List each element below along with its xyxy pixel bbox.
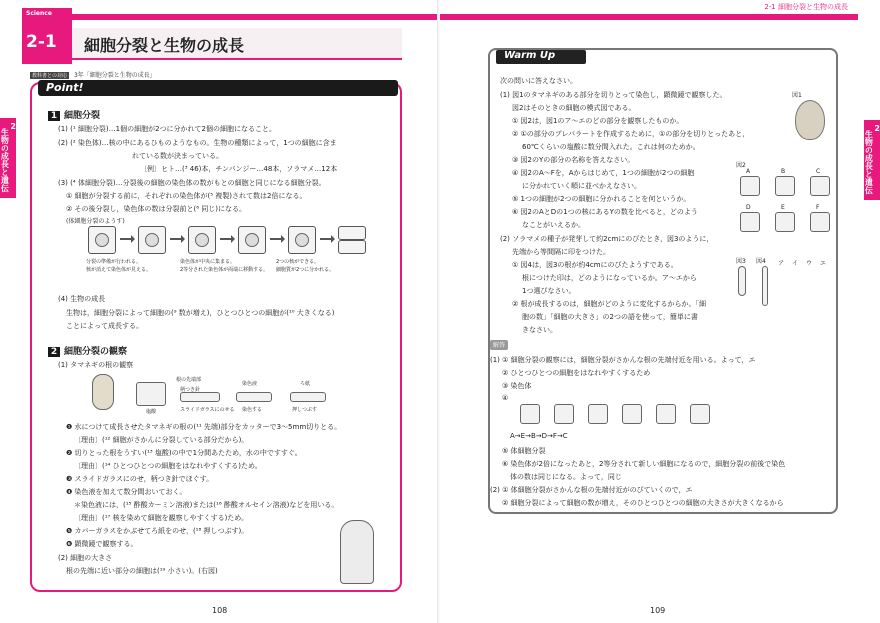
arrow — [120, 238, 132, 240]
science-label: Science — [26, 10, 52, 17]
cell-stage — [188, 226, 216, 254]
cell-letter: A — [746, 168, 751, 175]
figure-label: 図4 — [756, 258, 766, 265]
cell-b — [775, 176, 795, 196]
line: 体の数は同じになる。よって，同じ — [510, 473, 622, 481]
line: 根につけた印は，どのようになっているか。ア〜エから — [522, 274, 697, 282]
beaker-illustration — [136, 382, 166, 406]
cell-e — [775, 212, 795, 232]
right-page — [440, 0, 880, 623]
choice-label: イ — [792, 260, 799, 267]
side-tab-number: 2 — [10, 122, 16, 131]
press-illustration — [290, 392, 326, 402]
line: 60℃くらいの塩酸に数分間入れた。これは何のためか。 — [522, 143, 700, 151]
choice-label: ウ — [806, 260, 813, 267]
onion-illustration — [92, 374, 114, 410]
line: ❸ スライドガラスにのせ，柄つき針でほぐす。 — [66, 475, 214, 483]
line: 図2はそのときの細胞の模式図である。 — [512, 104, 636, 112]
line: (1) ① 細胞分裂の観察には，細胞分裂がさかんな根の先端付近を用いる。よって，エ — [490, 356, 756, 364]
cell-letter: D — [746, 204, 751, 211]
page-number: 109 — [650, 606, 666, 615]
figure-label: 柄つき針 — [180, 387, 201, 393]
cell-stage — [288, 226, 316, 254]
cell-stage — [138, 226, 166, 254]
line: ❷ 切りとった根をうすい(¹³ 塩酸)の中で1分間あたため，水の中ですすぐ。 — [66, 449, 302, 457]
stain-illustration — [236, 392, 272, 402]
line: ② ①の部分のプレパラートを作成するために，①の部分を切りとったあと， — [512, 130, 750, 138]
line: なことがいえるか。 — [522, 221, 585, 229]
side-tab-text: 生物の成長と遺伝 — [864, 130, 874, 194]
line: (2) 細胞の大きさ — [58, 554, 113, 562]
cell-letter: F — [816, 204, 820, 211]
line: 次の問いに答えなさい。 — [500, 77, 577, 85]
seq-cell — [588, 404, 608, 424]
line: きなさい。 — [522, 326, 557, 334]
chapter-box — [22, 8, 72, 64]
caption: 核が消えて染色体が見える。 — [86, 267, 152, 273]
section-2-number: 2 — [48, 347, 60, 357]
seq-cell — [520, 404, 540, 424]
onion-figure — [795, 100, 825, 140]
line: ことによって成長する。 — [66, 322, 143, 330]
line: ⑤ 1つの細胞が2つの細胞に分かれることを何というか。 — [512, 195, 691, 203]
section-2-title: 細胞分裂の観察 — [64, 347, 128, 357]
line: ❶ 水につけて成長させたタマネギの根の(¹¹ 先端)部分をカッターで3〜5mm切りとる。 — [66, 423, 342, 431]
section-2-heading — [48, 344, 127, 357]
seq-cell — [656, 404, 676, 424]
figure-label: ろ紙 — [300, 381, 311, 387]
line: (2) (² 染色体)…核の中にあるひものようなもの。生物の種類によって，1つの細胞に含ま — [58, 139, 337, 147]
header-bar — [440, 14, 858, 20]
arrow — [320, 238, 332, 240]
cell-stage — [338, 226, 366, 240]
line: ⑥ 図2のAとDの1つの核にあるYの数を比べると，どのよう — [512, 208, 698, 216]
line: ② その後分裂し，染色体の数は分裂前と(⁶ 同じ)になる。 — [66, 205, 246, 213]
figure-label: 押しつぶす — [292, 407, 318, 413]
chapter-number: 2-1 — [26, 32, 57, 52]
arrow — [270, 238, 282, 240]
line: ⑤ 体細胞分裂 — [502, 447, 546, 455]
side-tab-text: 生物の成長と遺伝 — [0, 128, 10, 192]
cell-f — [810, 212, 830, 232]
line: ① 細胞が分裂する前に，それぞれの染色体が(⁵ 複製)されて数は2倍になる。 — [66, 192, 307, 200]
line: ① 図4は，図3の根が約4cmにのびたようすである。 — [512, 261, 678, 269]
cell-stage — [238, 226, 266, 254]
line: ③ 図2のYの部分の名称を答えなさい。 — [512, 156, 635, 164]
line: 1つ選びなさい。 — [522, 287, 576, 295]
slide-illustration — [180, 392, 220, 402]
answer-tag: 解答 — [490, 340, 508, 350]
line: 先端から等間隔に印をつけた。 — [512, 248, 610, 256]
arrow — [220, 238, 232, 240]
figure-label: 図2 — [736, 162, 746, 169]
running-header: 2-1 細胞分裂と生物の成長 — [764, 3, 848, 11]
line: (1) タマネギの根の観察 — [58, 361, 134, 369]
ref-text: 3年「細胞分裂と生物の成長」 — [73, 72, 156, 79]
line: 〔理由〕(¹² 細胞がさかんに分裂している部分だから)。 — [74, 436, 249, 444]
cell-c — [810, 176, 830, 196]
seq-cell — [690, 404, 710, 424]
point-header — [38, 80, 398, 96]
figure-caption: (体細胞分裂のようす) — [66, 218, 125, 225]
cell-letter: B — [781, 168, 786, 175]
title-bar — [72, 28, 402, 60]
line: ❹ 染色液を加えて数分間おいておく。 — [66, 488, 187, 496]
line: ③ 染色体 — [502, 382, 532, 390]
line: ＊染色液には，(¹⁵ 酢酸カーミン溶液)または(¹⁶ 酢酸オルセイン溶液)などを用いる。 — [74, 501, 339, 509]
line: ② 根が成長するのは，細胞がどのように変化するからか。「細 — [512, 300, 706, 308]
side-tab — [864, 120, 880, 200]
line: 〔理由〕(¹⁷ 核を染めて細胞を観察しやすくする)ため。 — [74, 514, 249, 522]
line: (2) ソラマメの種子が発芽して約2cmにのびたとき，図3のように， — [500, 235, 714, 243]
line: ② ひとつひとつの細胞をはなれやすくするため — [502, 369, 651, 377]
line: A→E→B→D→F→C — [510, 432, 568, 440]
figure-label: 塩酸 — [146, 409, 157, 415]
section-1-title: 細胞分裂 — [64, 111, 101, 121]
caption: 2等分された染色体が両端に移動する。 — [180, 267, 269, 273]
cell-stage — [88, 226, 116, 254]
choice-label: ア — [778, 260, 785, 267]
figure-label: スライドガラスにのせる — [180, 407, 235, 413]
root-tip-figure — [340, 520, 374, 584]
cell-a — [740, 176, 760, 196]
line: (1) (¹ 細胞分裂)…1個の細胞が2つに分かれて2個の細胞になること。 — [58, 125, 276, 133]
line: 根の先端に近い部分の細胞は(¹⁹ 小さい)。(右図) — [66, 567, 218, 575]
line: ② 細胞分裂によって細胞の数が増え，そのひとつひとつの細胞の大きさが大きくなるから — [502, 499, 784, 507]
cell-stage — [338, 240, 366, 254]
figure-label: 染色液 — [242, 381, 258, 387]
arrow — [170, 238, 182, 240]
section-1-number: 1 — [48, 111, 60, 121]
point-label: Point! — [46, 81, 84, 94]
line: (3) (⁴ 体細胞分裂)…分裂後の細胞の染色体の数がもとの細胞と同じになる細胞分裂。 — [58, 179, 326, 187]
page-number: 108 — [212, 606, 228, 615]
figure-label: 根の先端部 — [176, 377, 202, 383]
line: れている数が決まっている。 — [132, 152, 223, 160]
root-figure-4 — [762, 266, 768, 306]
line: ⑥ 染色体が2倍になったあと，2等分されて新しい細胞になるので，細胞分裂の前後で染色 — [502, 460, 786, 468]
line: に分かれていく順に並べかえなさい。 — [522, 182, 641, 190]
line: ④ — [502, 394, 509, 402]
line: (1) 図1のタマネギのある部分を切りとって染色し，顕微鏡で観察した。 — [500, 91, 727, 99]
line: 〔理由〕(¹⁴ ひとつひとつの細胞をはなれやすくする)ため。 — [74, 462, 262, 470]
line: 〔例〕ヒト…(³ 46)本，チンパンジー…48本，ソラマメ…12本 — [140, 165, 338, 173]
cell-d — [740, 212, 760, 232]
line: 生物は，細胞分裂によって細胞の(⁹ 数が増え)，ひとつひとつの細胞が(¹⁰ 大きくなる) — [66, 309, 335, 317]
header-bar — [22, 14, 440, 20]
caption: 分裂の準備が行われる。 — [86, 259, 142, 265]
ref-badge: 教科書との対応 — [32, 73, 68, 79]
line: (4) 生物の成長 — [58, 295, 106, 303]
section-1-heading — [48, 108, 100, 121]
caption: 細胞質が2つに分かれる。 — [276, 267, 335, 273]
choice-label: エ — [820, 260, 827, 267]
root-figure-3 — [738, 266, 746, 296]
cell-letter: C — [816, 168, 821, 175]
warmup-header — [496, 50, 586, 64]
line: (2) ① 体細胞分裂がさかんな根の先端付近がのびていくので，エ — [490, 486, 693, 494]
chapter-title: 細胞分裂と生物の成長 — [84, 36, 245, 55]
line: ④ 図2のA〜Fを，Aからはじめて，1つの細胞が2つの細胞 — [512, 169, 695, 177]
caption: 2つの核ができる。 — [276, 259, 320, 265]
textbook-ref — [30, 70, 156, 79]
line: ① 図2は，図1のア〜エのどの部分を観察したものか。 — [512, 117, 684, 125]
caption: 染色体が中央に集まる。 — [180, 259, 236, 265]
seq-cell — [554, 404, 574, 424]
figure-label: 染色する — [242, 407, 263, 413]
line: ❻ 顕微鏡で観察する。 — [66, 540, 138, 548]
side-tab-number: 2 — [874, 124, 880, 133]
seq-cell — [622, 404, 642, 424]
cell-letter: E — [781, 204, 785, 211]
figure-label: 図1 — [792, 92, 802, 99]
figure-label: 図3 — [736, 258, 746, 265]
side-tab — [0, 118, 16, 198]
warmup-label: Warm Up — [504, 50, 556, 61]
line: ❺ カバーガラスをかぶせてろ紙をのせ，(¹⁸ 押しつぶす)。 — [66, 527, 249, 535]
line: 胞の数」「細胞の大きさ」の2つの語を使って，簡単に書 — [522, 313, 698, 321]
